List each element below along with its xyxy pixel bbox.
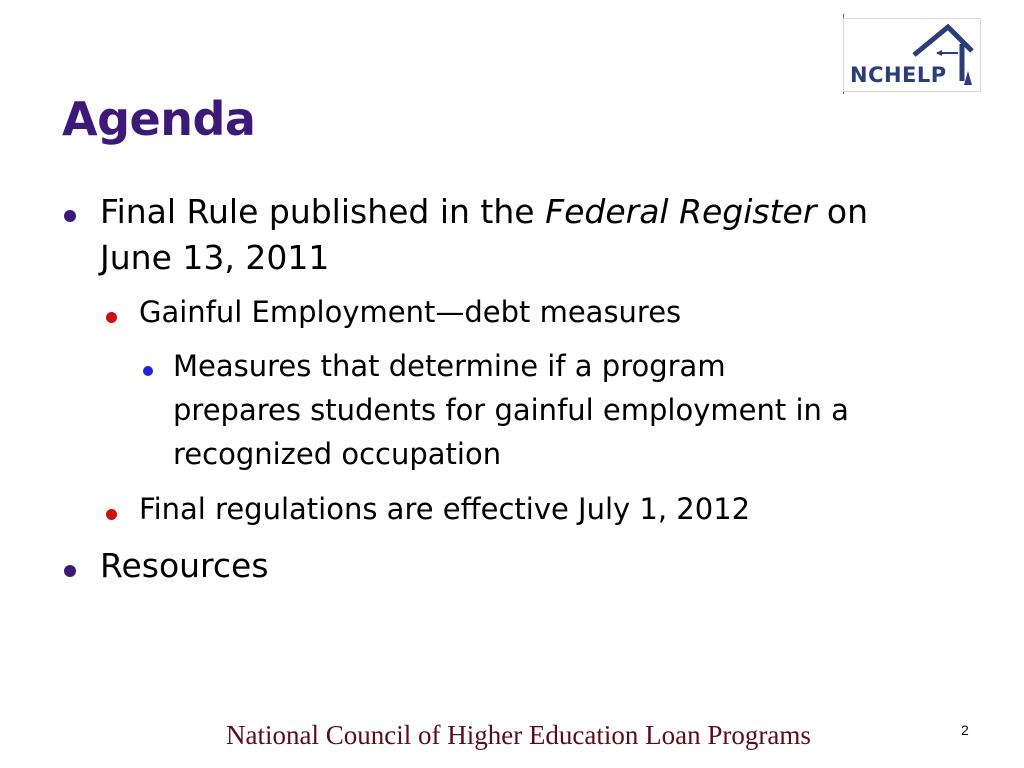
bullet-dot-icon bbox=[64, 565, 76, 577]
page-number: 2 bbox=[961, 722, 969, 738]
bullet-text-line2: prepares students for gainful employment in a bbox=[173, 393, 849, 427]
slide-title: Agenda bbox=[62, 92, 256, 146]
bullet-text: on bbox=[816, 192, 869, 231]
bullet-dot-icon bbox=[106, 509, 117, 520]
footer-organization-name: National Council of Higher Education Loan Programs bbox=[226, 720, 811, 750]
bullet-text-line3: recognized occupation bbox=[173, 437, 502, 471]
bullet-text: Final Rule published in the bbox=[100, 192, 546, 231]
federal-register-text: Federal Register bbox=[545, 192, 817, 231]
house-logo-icon bbox=[844, 19, 982, 93]
bullet-dot-icon bbox=[143, 366, 153, 376]
bullet-text-line2: June 13, 2011 bbox=[100, 238, 330, 277]
bullet-text: Resources bbox=[100, 546, 269, 585]
nchelp-logo bbox=[843, 18, 981, 92]
logo-wordmark: NCHELP bbox=[850, 63, 947, 87]
bullet-text: Final regulations are effective July 1, 2012 bbox=[139, 492, 751, 526]
bullet-text: Gainful Employment—debt measures bbox=[139, 295, 682, 329]
bullet-dot-icon bbox=[106, 312, 117, 323]
bullet-text-line1: Measures that determine if a program bbox=[173, 349, 726, 383]
bullet-dot-icon bbox=[64, 210, 76, 222]
